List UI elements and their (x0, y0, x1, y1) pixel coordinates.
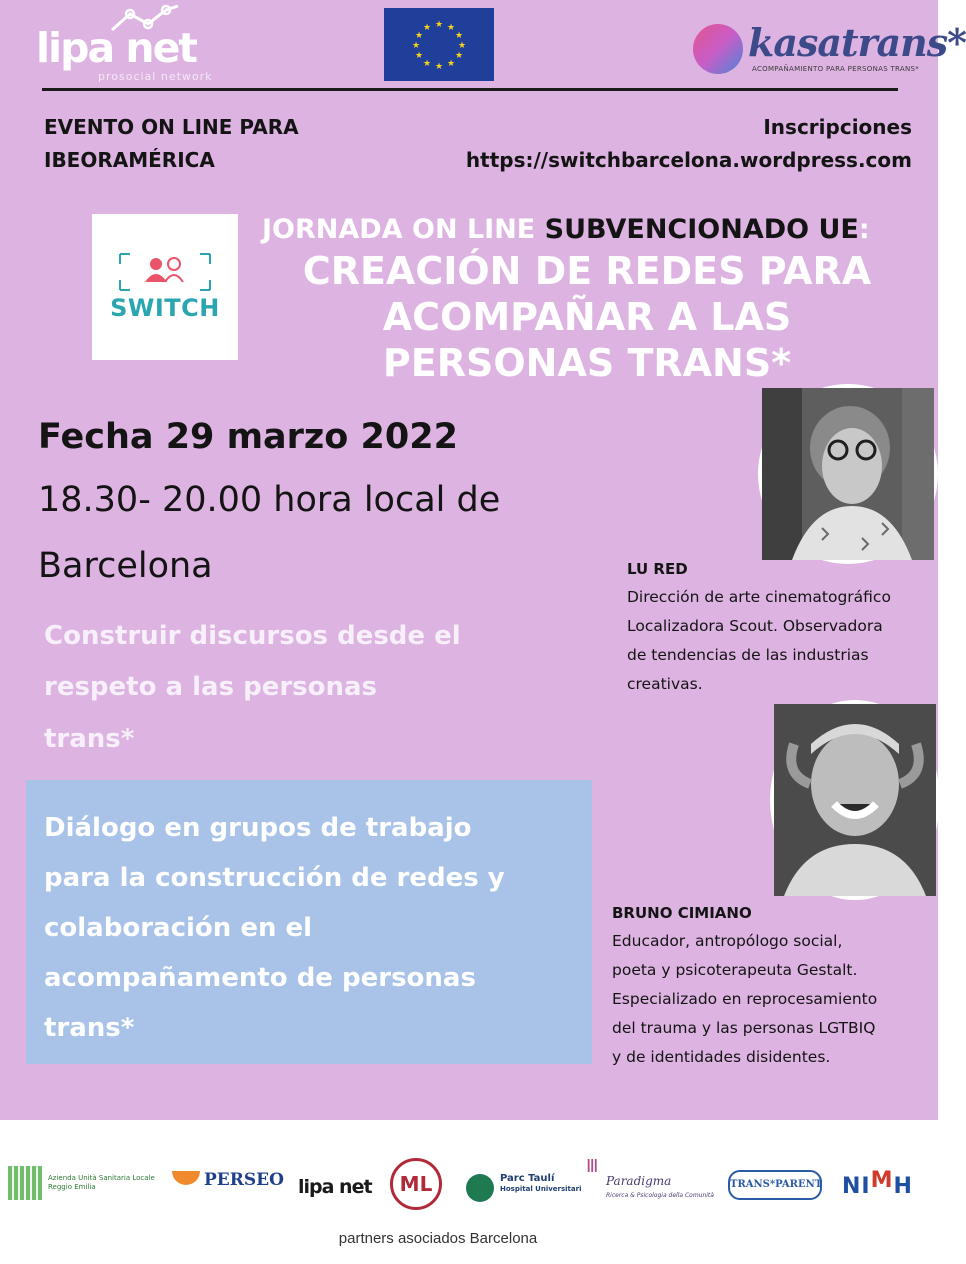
svg-text:★: ★ (434, 20, 444, 30)
topic1-line2: respeto a las personas (44, 672, 378, 702)
svg-text:★: ★ (422, 23, 432, 33)
speaker-bio-line: de tendencias de las industrias (627, 646, 869, 664)
svg-text:★: ★ (446, 23, 456, 33)
svg-text:★: ★ (414, 31, 424, 41)
svg-text:★: ★ (414, 51, 424, 61)
ausl-logo-icon (8, 1166, 42, 1200)
topic2-line4: acompañamento de personas (44, 963, 476, 993)
kasatrans-emblem-icon (693, 24, 743, 74)
partner-perseo: PERSEO (204, 1170, 284, 1190)
topic1-line1: Construir discursos desde el (44, 621, 461, 651)
parc-tauli-name: Parc Taulí (500, 1173, 555, 1184)
event-type-line2: IBEORAMÉRICA (44, 148, 215, 172)
event-title-line3: PERSONAS TRANS* (382, 341, 792, 385)
svg-text:★: ★ (422, 59, 432, 69)
partner-paradigma: Paradigma (606, 1174, 672, 1188)
event-time-line1: 18.30- 20.00 hora local de (38, 480, 501, 520)
speaker-bio-line: Localizadora Scout. Observadora (627, 617, 883, 635)
speaker-bio-line: creativas. (627, 675, 703, 693)
kicker-prefix: JORNADA ON LINE (262, 214, 545, 245)
kicker-colon: : (858, 214, 870, 245)
svg-text:★: ★ (434, 62, 444, 72)
people-icon (118, 252, 212, 292)
speaker-bio-line: Educador, antropólogo social, (612, 932, 843, 950)
switch-logo (92, 214, 238, 360)
perseo-logo-icon (172, 1171, 200, 1185)
partner-lipanet: lipa net (298, 1176, 372, 1198)
nimh-n: NI (842, 1174, 871, 1199)
svg-text:★: ★ (457, 41, 467, 51)
partner-ausl: Azienda Unità Sanitaria Locale Reggio Emilia (48, 1174, 155, 1191)
partners-caption: partners asociados Barcelona (338, 1230, 538, 1247)
paradigma-logo-icon: Ⅲ (586, 1156, 599, 1177)
speaker-photo-lu-red (758, 384, 938, 564)
event-title-line2: ACOMPAÑAR A LAS (382, 295, 792, 339)
switch-logo-text: SWITCH (110, 294, 220, 322)
partner-transparent: TRANS*PARENT (728, 1170, 822, 1200)
svg-text:★: ★ (411, 41, 421, 51)
partner-parc-tauli (500, 1173, 581, 1195)
svg-text:★: ★ (446, 59, 456, 69)
inscriptions-link[interactable]: https://switchbarcelona.wordpress.com (465, 148, 912, 172)
svg-text:★: ★ (454, 51, 464, 61)
eu-flag-icon (384, 8, 494, 81)
nimh-m: M (870, 1168, 894, 1193)
speaker-photo-bruno-cimiano (770, 700, 940, 900)
topic2-line1: Diálogo en grupos de trabajo (44, 813, 472, 843)
topic2-line3: colaboración en el (44, 913, 313, 943)
speaker-bio-line: poeta y psicoterapeuta Gestalt. (612, 961, 858, 979)
partner-paradigma-sub: Ricerca & Psicologia della Comunità (606, 1192, 714, 1199)
header-divider (42, 88, 898, 91)
nimh-h: H (893, 1174, 913, 1199)
parc-tauli-logo-icon (466, 1174, 494, 1202)
kasatrans-logo: kasatrans* (748, 20, 966, 65)
speaker-bio-line: Especializado en reprocesamiento (612, 990, 878, 1008)
lipanet-logo: lipa net (36, 24, 196, 72)
lipanet-tagline: prosocial network (98, 70, 213, 83)
event-title-line1: CREACIÓN DE REDES PARA (302, 249, 872, 293)
partner-ml: ML (390, 1158, 442, 1210)
event-time-line2: Barcelona (38, 546, 213, 586)
inscriptions-label: Inscripciones (763, 115, 912, 139)
speaker-bio-line: Dirección de arte cinematográfico (627, 588, 891, 606)
parc-tauli-sub: Hospital Universitari (500, 1185, 582, 1193)
kicker-highlight: SUBVENCIONADO UE (544, 214, 859, 245)
event-date: Fecha 29 marzo 2022 (38, 417, 458, 457)
speaker-bio-line: y de identidades disidentes. (612, 1048, 831, 1066)
paradigma-panel (582, 1142, 722, 1234)
speaker-name: BRUNO CIMIANO (612, 904, 752, 922)
event-title-kicker (262, 214, 870, 245)
speaker-bio-line: del trauma y las personas LGTBIQ (612, 1019, 876, 1037)
event-type-line1: EVENTO ON LINE PARA (44, 115, 299, 139)
topic2-line2: para la construcción de redes y (44, 863, 505, 893)
partner-nimh (842, 1168, 913, 1199)
kasatrans-tagline: ACOMPAÑAMIENTO PARA PERSONAS TRANS* (752, 65, 920, 73)
speaker-name: LU RED (627, 560, 688, 578)
topic1-line3: trans* (44, 724, 135, 754)
svg-text:★: ★ (454, 31, 464, 41)
topic2-line5: trans* (44, 1013, 135, 1043)
